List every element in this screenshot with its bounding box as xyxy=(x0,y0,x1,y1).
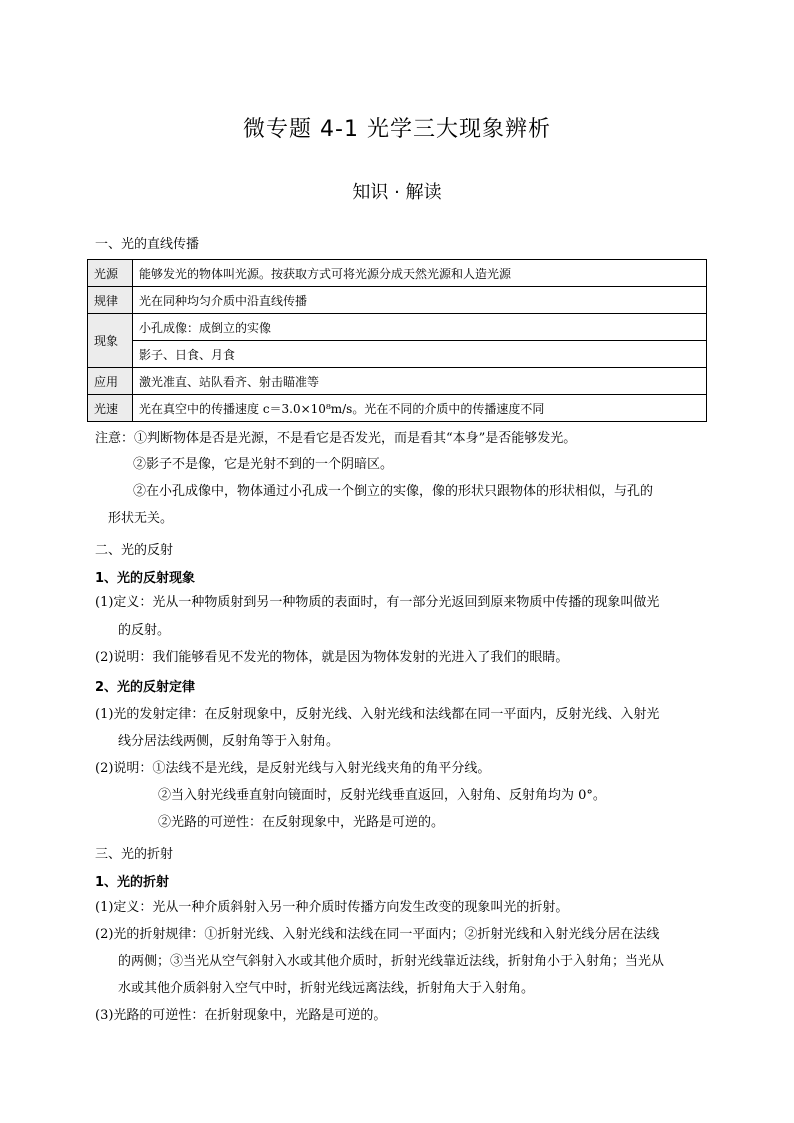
section-heading-2: 二、光的反射 xyxy=(95,543,174,558)
paragraph: (2)光的折射规律：①折射光线、入射光线和法线在同一平面内；②折射光线和入射光线分居在法线 xyxy=(95,927,660,942)
page-subtitle: 知识 · 解读 xyxy=(352,182,442,203)
table-row xyxy=(88,314,707,341)
row-label: 光源 xyxy=(88,260,133,287)
paragraph: (2)说明：①法线不是光线，是反射光线与入射光线夹角的角平分线。 xyxy=(95,761,491,776)
table-row xyxy=(88,368,707,395)
section-heading-1: 一、光的直线传播 xyxy=(95,237,200,252)
paragraph: (1)定义：光从一种介质斜射入另一种介质时传播方向发生改变的现象叫光的折射。 xyxy=(95,900,569,915)
row-text: 光在同种均匀介质中沿直线传播 xyxy=(133,287,707,314)
row-label: 光速 xyxy=(88,395,133,422)
knowledge-table xyxy=(87,259,707,422)
subheading: 2、光的反射定律 xyxy=(95,680,196,695)
table-row xyxy=(88,287,707,314)
paragraph: (2)说明：我们能够看见不发光的物体，就是因为物体发射的光进入了我们的眼睛。 xyxy=(95,650,569,665)
row-text: 影子、日食、月食 xyxy=(133,341,707,368)
note-2: ②影子不是像，它是光射不到的一个阴暗区。 xyxy=(133,457,394,472)
table-row xyxy=(88,341,707,368)
paragraph: 线分居法线两侧，反射角等于入射角。 xyxy=(118,734,340,749)
row-text: 激光准直、站队看齐、射击瞄准等 xyxy=(133,368,707,395)
row-text: 光在真空中的传播速度 c＝3.0×10⁸m/s。光在不同的介质中的传播速度不同 xyxy=(133,395,707,422)
row-text: 小孔成像：成倒立的实像 xyxy=(133,314,707,341)
subheading: 1、光的折射 xyxy=(95,875,170,890)
note-3-cont: 形状无关。 xyxy=(108,511,174,526)
subheading: 1、光的反射现象 xyxy=(95,571,196,586)
row-label: 现象 xyxy=(88,314,133,368)
paragraph: (3)光路的可逆性：在折射现象中，光路是可逆的。 xyxy=(95,1008,387,1023)
section-heading-3: 三、光的折射 xyxy=(95,847,174,862)
paragraph: 水或其他介质斜射入空气中时，折射光线远离法线，折射角大于入射角。 xyxy=(118,981,535,996)
row-text: 能够发光的物体叫光源。按获取方式可将光源分成天然光源和人造光源 xyxy=(133,260,707,287)
paragraph: (1)定义：光从一种物质射到另一种物质的表面时，有一部分光返回到原来物质中传播的现象叫做光 xyxy=(95,595,660,610)
paragraph: 的两侧；③当光从空气斜射入水或其他介质时，折射光线靠近法线，折射角小于入射角；当光从 xyxy=(118,954,665,969)
row-label: 应用 xyxy=(88,368,133,395)
paragraph: ②光路的可逆性：在反射现象中，光路是可逆的。 xyxy=(158,815,445,830)
page-title: 微专题 4-1 光学三大现象辨析 xyxy=(243,117,551,142)
paragraph: ②当入射光线垂直射向镜面时，反射光线垂直返回，入射角、反射角均为 0°。 xyxy=(158,788,606,803)
table-row xyxy=(88,395,707,422)
paragraph: (1)光的发射定律：在反射现象中，反射光线、入射光线和法线都在同一平面内，反射光线、入射光 xyxy=(95,707,660,722)
table-row xyxy=(88,260,707,287)
note-1: 注意：①判断物体是否是光源，不是看它是否发光，而是看其“本身”是否能够发光。 xyxy=(95,431,577,446)
paragraph: 的反射。 xyxy=(118,623,171,638)
note-3: ②在小孔成像中，物体通过小孔成一个倒立的实像，像的形状只跟物体的形状相似，与孔的 xyxy=(133,484,654,499)
row-label: 规律 xyxy=(88,287,133,314)
